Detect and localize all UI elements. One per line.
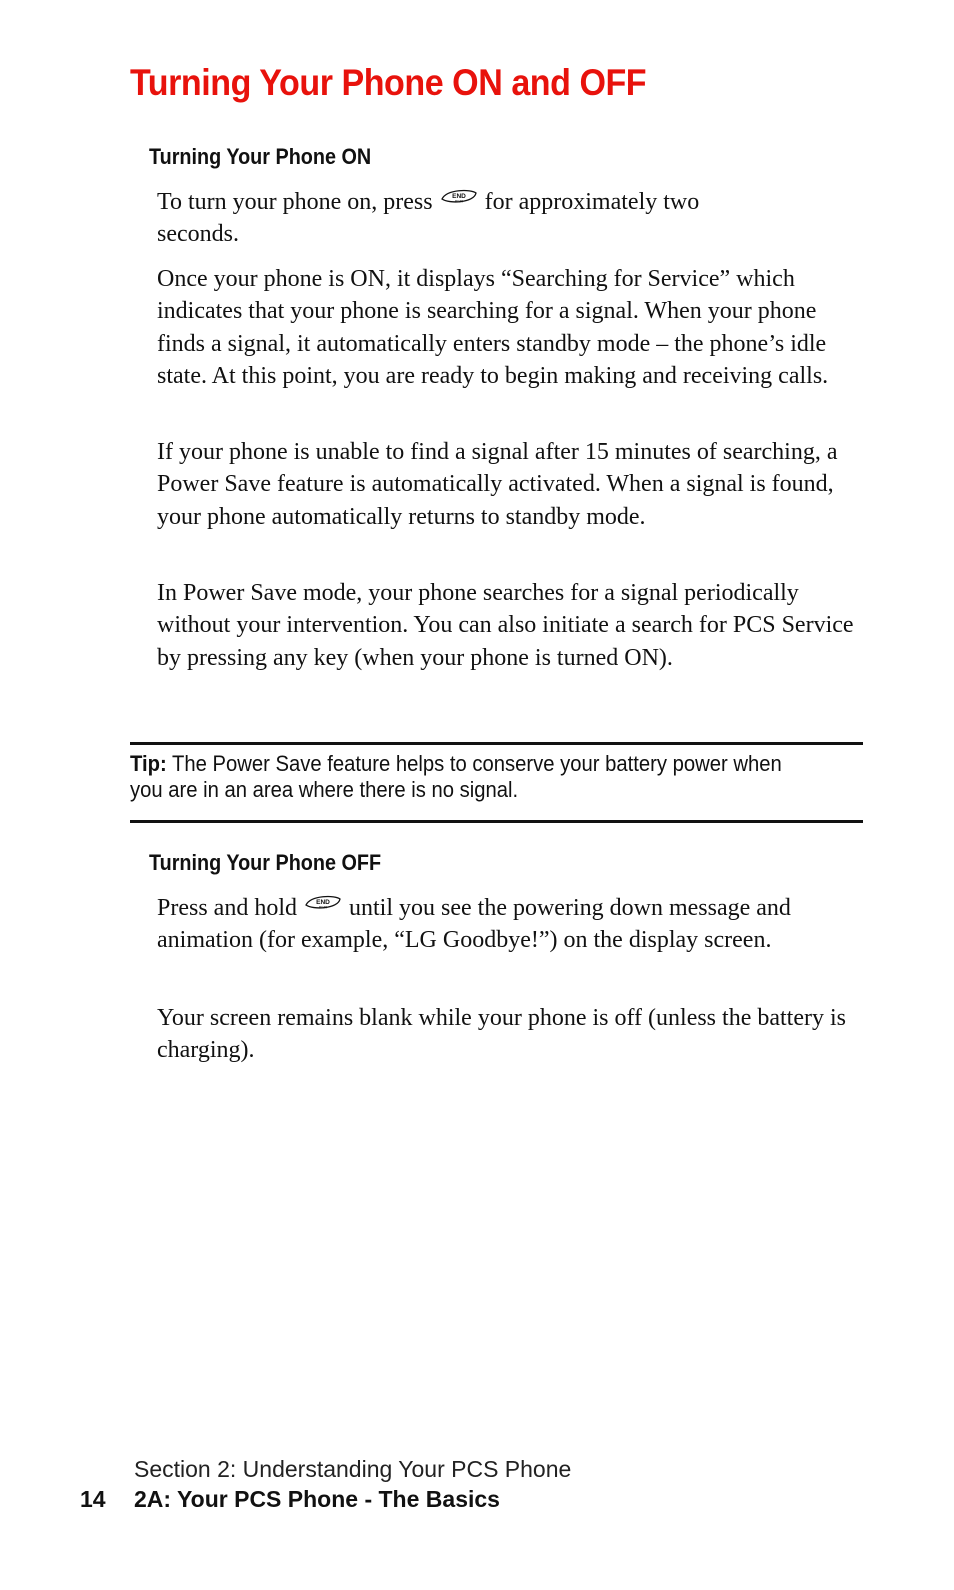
paragraph-power-save-mode: In Power Save mode, your phone searches for a signal periodically without your intervention. You can also initiate a search for PCS Service by pressing any key (when your phone is turned ON). bbox=[157, 580, 854, 671]
paragraph-power-save-activation: If your phone is unable to find a signal after 15 minutes of searching, a Power Save feature is automatically activated. When a signal is found, your phone automatically returns to standby mode. bbox=[157, 439, 838, 530]
end-power-key-icon bbox=[303, 890, 343, 922]
turn-off-text-before: Press and hold bbox=[157, 895, 297, 921]
svg-text:PWR: PWR bbox=[454, 199, 463, 204]
svg-text:PWR: PWR bbox=[318, 905, 328, 910]
paragraph-turn-on-instructions bbox=[157, 186, 757, 251]
paragraph-searching-for-service: Once your phone is ON, it displays “Searching for Service” which indicates that your phone is searching for a signal. When your phone finds a signal, it automatically enters standby mode – the phone’s idle state. At this point, you are ready to begin making and receiving calls. bbox=[157, 266, 829, 389]
heading-turning-off: Turning Your Phone OFF bbox=[149, 850, 382, 875]
paragraph-screen-blank: Your screen remains blank while your phone is off (unless the battery is charging). bbox=[157, 1005, 846, 1064]
page-number: 14 bbox=[80, 1486, 106, 1512]
svg-text:END: END bbox=[316, 899, 330, 907]
svg-text:END: END bbox=[451, 193, 466, 201]
tip-top-rule bbox=[130, 742, 863, 745]
turn-off-text-after: until you see the powering down message and animation (for example, “LG Goodbye!”) on the display screen. bbox=[157, 895, 791, 954]
heading-turning-on: Turning Your Phone ON bbox=[149, 144, 372, 169]
footer-chapter-line bbox=[80, 1486, 500, 1513]
turn-on-text-after: for approximately two seconds. bbox=[157, 189, 700, 248]
turn-on-text-before: To turn your phone on, press bbox=[157, 189, 433, 215]
page-title: Turning Your Phone ON and OFF bbox=[130, 62, 647, 103]
tip-bottom-rule bbox=[130, 820, 863, 823]
footer-section-title: Section 2: Understanding Your PCS Phone bbox=[134, 1456, 572, 1482]
end-power-key-icon bbox=[439, 184, 479, 216]
tip-text: The Power Save feature helps to conserve your battery power when you are in an area where there is no signal. bbox=[130, 751, 782, 802]
paragraph-turn-off-instructions bbox=[157, 892, 857, 957]
tip-box bbox=[130, 751, 811, 803]
tip-label: Tip: bbox=[130, 751, 167, 776]
footer-chapter-title: 2A: Your PCS Phone - The Basics bbox=[134, 1486, 500, 1512]
